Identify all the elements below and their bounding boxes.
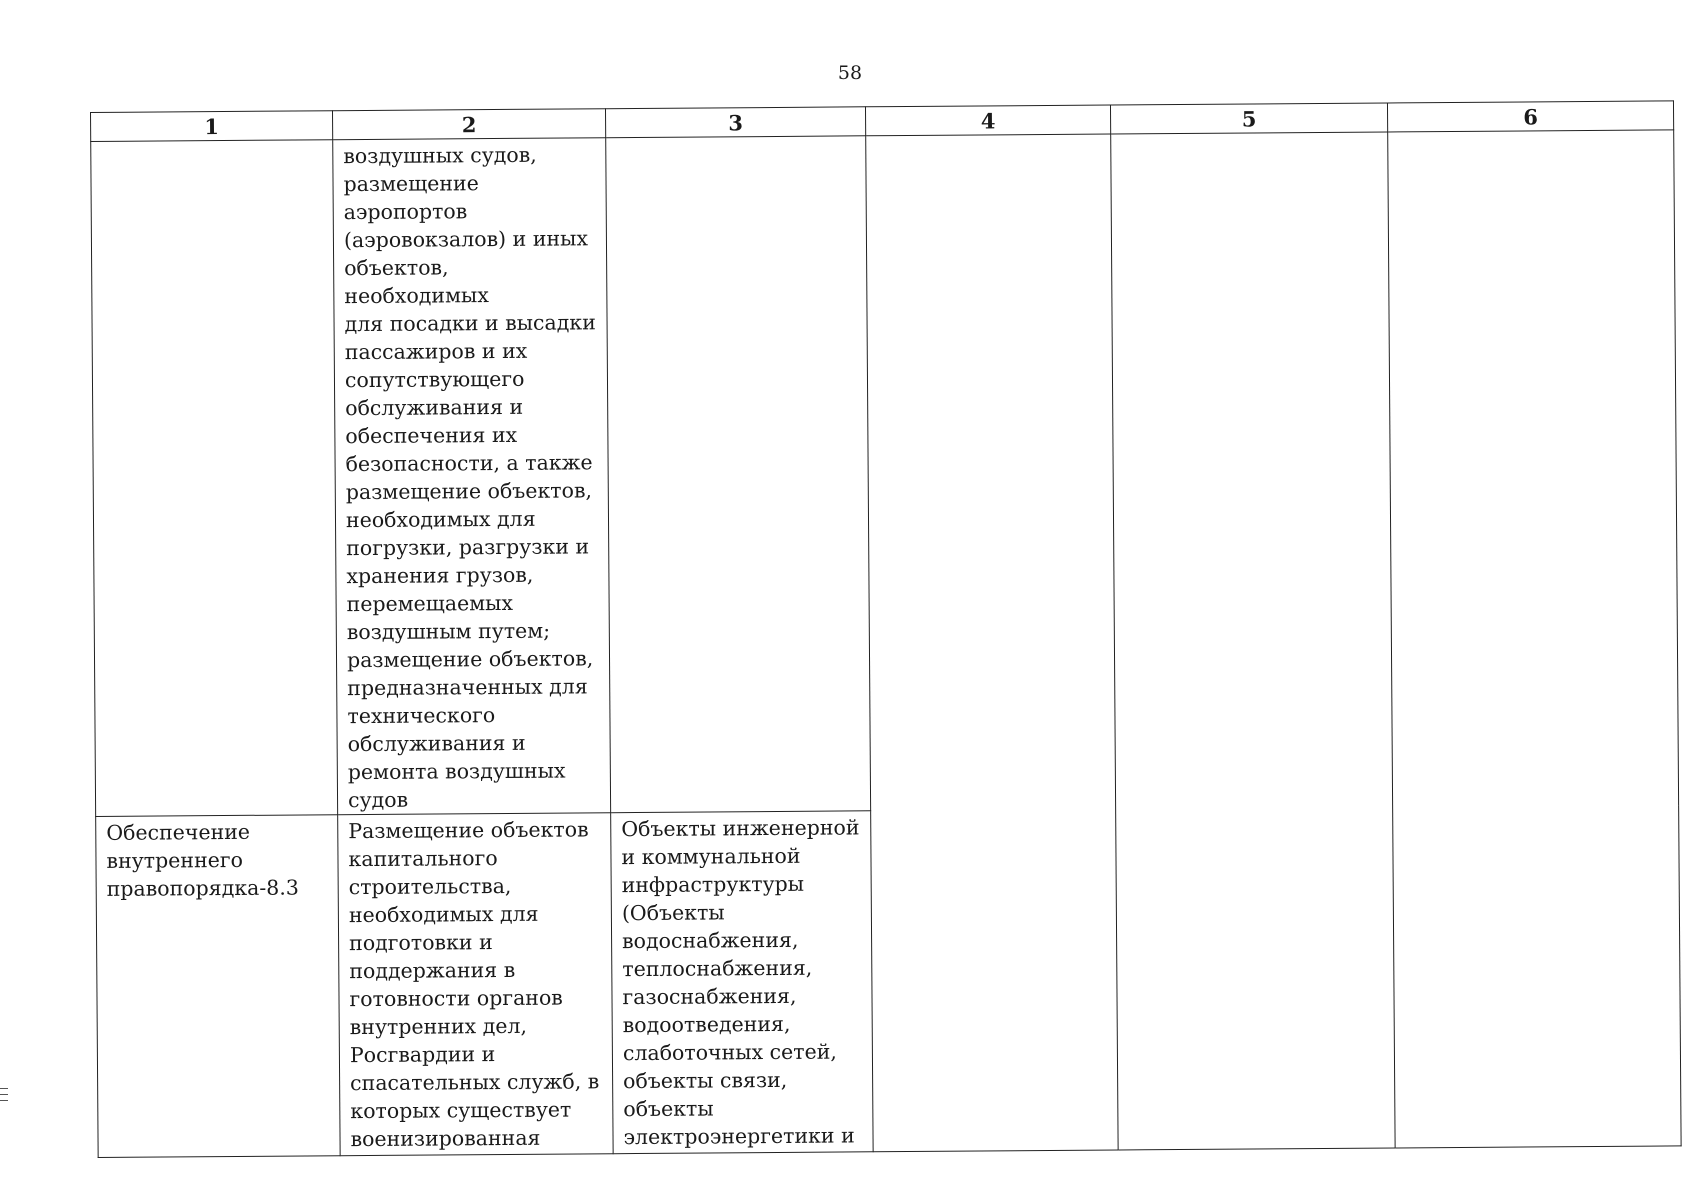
scan-margin-mark	[0, 1088, 8, 1089]
table-cell-use-type	[91, 140, 338, 817]
cell-text: Обеспечение внутреннего правопорядка-8.3	[106, 819, 299, 901]
column-header-3: 3	[605, 107, 865, 138]
column-header-4: 4	[865, 105, 1110, 136]
cell-text: воздушных судов, размещение аэропортов (аэровокзалов) и иных объектов, необходимых для посадки и высадки пассажиров и их сопутствующего обслуживания и обеспечения их безопасности, а также размещение объектов, необходимых для погрузки, разгрузки и хранения грузов, перемещаемых воздушным путем; размещение объектов, предназначенных для технического обслуживания и ремонта воздушных судов	[343, 142, 596, 813]
cell-text: Объекты инженерной и коммунальной инфраструктуры (Объекты водоснабжения, теплоснабжения, газоснабжения, водоотведения, слаботочных сетей, объекты связи, объекты электроэнергетики и	[621, 815, 860, 1150]
page-number: 58	[837, 62, 863, 84]
table-cell-objects	[611, 811, 873, 1154]
table-cell-column-5	[1111, 132, 1395, 1150]
column-header-6: 6	[1387, 101, 1673, 132]
column-header-5: 5	[1110, 103, 1387, 134]
scan-margin-mark	[0, 1094, 8, 1095]
table-cell-objects	[606, 136, 871, 813]
table-cell-column-4	[866, 134, 1118, 1152]
table-cell-use-description	[338, 813, 613, 1156]
column-header-1: 1	[91, 111, 333, 142]
table-cell-use-description	[333, 138, 611, 815]
table-cell-use-type	[96, 815, 340, 1158]
table-cell-column-6	[1388, 130, 1681, 1148]
table-row	[91, 130, 1679, 817]
column-header-2: 2	[332, 109, 605, 140]
cell-text	[616, 138, 855, 140]
cell-text: Размещение объектов капитального строительства, необходимых для подготовки и поддержания в готовности органов внутренних дел, Росгвардии и спасательных служб, в которых существует военизированная	[348, 817, 600, 1152]
cell-text	[876, 137, 1100, 139]
cell-text	[1121, 135, 1377, 137]
cell-text	[1398, 132, 1663, 134]
cell-text	[101, 142, 322, 144]
scan-margin-mark	[0, 1100, 8, 1101]
regulation-table	[90, 100, 1682, 1158]
